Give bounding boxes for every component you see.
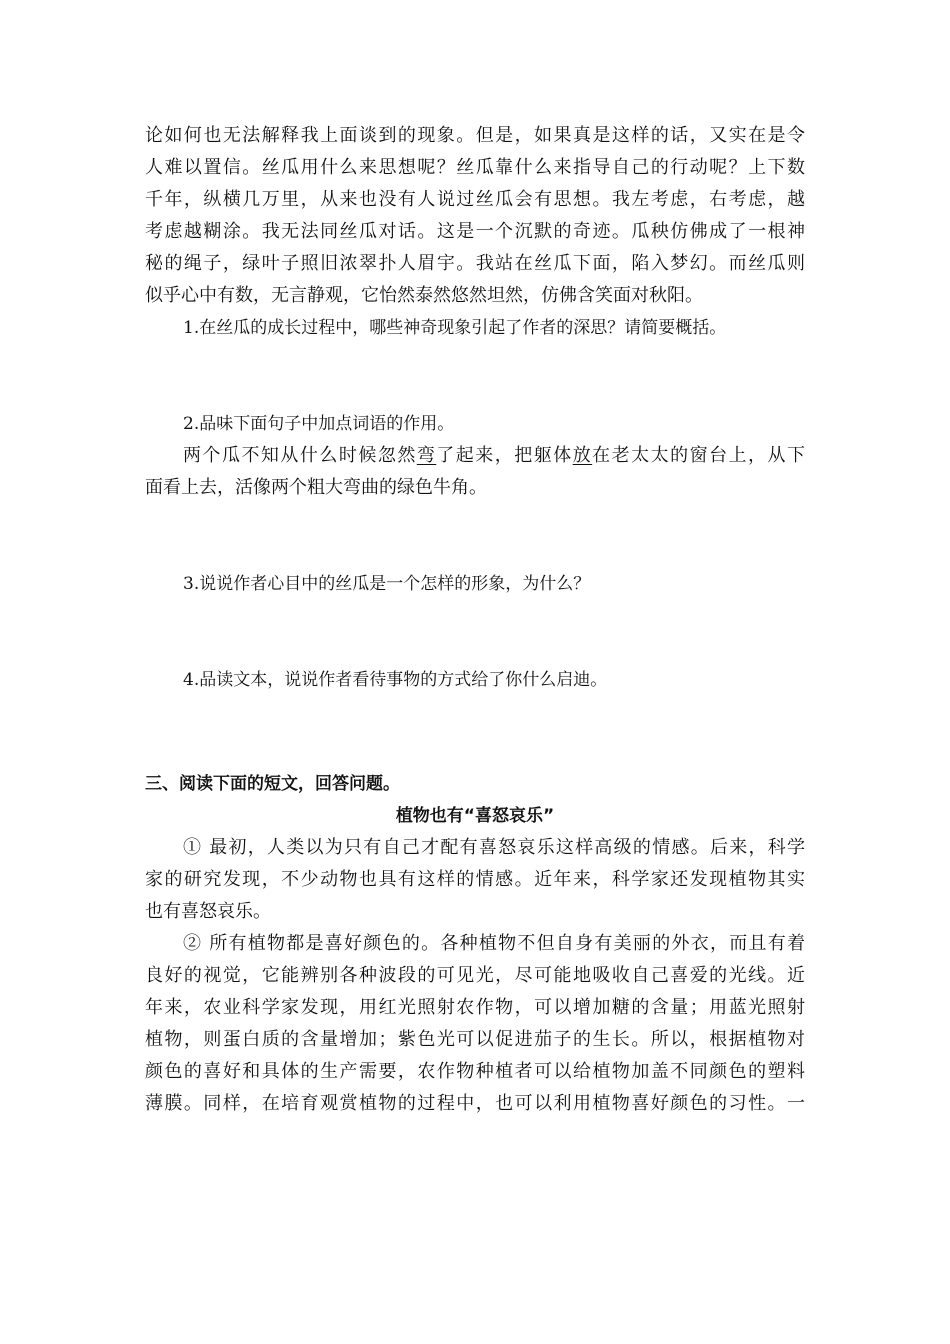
paragraph-line: 植物，则蛋白质的含量增加；紫色光可以促进茄子的生长。所以，根据植物对 (145, 1029, 805, 1050)
paragraph-line: 良好的视觉，它能辨别各种波段的可见光，尽可能地吸收自己喜爱的光线。近 (145, 965, 805, 986)
sentence-text: 两个瓜不知从什么时候忽然 (183, 445, 417, 466)
article-title: 植物也有“喜怒哀乐” (395, 806, 555, 826)
paragraph-line: 也有喜怒哀乐。 (145, 901, 271, 922)
passage-line: 千年，纵横几万里，从来也没有人说过丝瓜会有思想。我左考虑，右考虑，越 (145, 189, 805, 210)
dotted-word-fang: 放 (572, 445, 593, 466)
question-4: 4.品读文本，说说作者看待事物的方式给了你什么启迪。 (183, 670, 608, 690)
answer-space-1 (145, 344, 805, 408)
paragraph-line: ① 最初，人类以为只有自己才配有喜怒哀乐这样高级的情感。后来，科学 (183, 837, 805, 858)
document-page (145, 120, 805, 1120)
question-2-sentence-line-1 (145, 440, 805, 472)
section-3-heading: 三、阅读下面的短文，回答问题。 (145, 774, 400, 794)
paragraph-2 (145, 928, 805, 1120)
answer-space-3 (145, 600, 805, 664)
passage-line: 论如何也无法解释我上面谈到的现象。但是，如果真是这样的话，又实在是令 (145, 125, 805, 146)
sentence-text: 在老太太的窗台上，从下 (592, 445, 805, 466)
passage-line: 考虑越糊涂。我无法同丝瓜对话。这是一个沉默的奇迹。瓜秧仿佛成了一根神 (145, 221, 805, 242)
passage-line: 秘的绳子，绿叶子照旧浓翠扑人眉宇。我站在丝瓜下面，陷入梦幻。而丝瓜则 (145, 253, 805, 274)
question-3: 3.说说作者心目中的丝瓜是一个怎样的形象，为什么？ (183, 574, 591, 594)
paragraph-line: 薄膜。同样，在培育观赏植物的过程中，也可以利用植物喜好颜色的习性。一 (145, 1093, 805, 1114)
sentence-text: 了起来，把躯体 (436, 445, 573, 466)
paragraph-1 (145, 832, 805, 928)
question-2: 2.品味下面句子中加点词语的作用。 (183, 414, 455, 434)
paragraph-line: ② 所有植物都是喜好颜色的。各种植物不但自身有美丽的外衣，而且有着 (183, 933, 805, 954)
paragraph-line: 年来，农业科学家发现，用红光照射农作物，可以增加糖的含量；用蓝光照射 (145, 997, 805, 1018)
passage-continuation (145, 120, 805, 312)
question-1: 1.在丝瓜的成长过程中，哪些神奇现象引起了作者的深思？请简要概括。 (183, 318, 727, 338)
question-2-sentence-line-2: 面看上去，活像两个粗大弯曲的绿色牛角。 (145, 477, 487, 498)
paragraph-line: 颜色的喜好和具体的生产需要，农作物种植者可以给植物加盖不同颜色的塑料 (145, 1061, 805, 1082)
paragraph-line: 家的研究发现，不少动物也具有这样的情感。近年来，科学家还发现植物其实 (145, 869, 805, 890)
passage-line: 人难以置信。丝瓜用什么来思想呢？丝瓜靠什么来指导自己的行动呢？上下数 (145, 157, 805, 178)
passage-line: 似乎心中有数，无言静观，它怡然泰然悠然坦然，仿佛含笑面对秋阳。 (145, 285, 703, 306)
dotted-word-wan: 弯 (416, 445, 437, 466)
answer-space-2 (145, 504, 805, 568)
answer-space-4 (145, 696, 805, 760)
